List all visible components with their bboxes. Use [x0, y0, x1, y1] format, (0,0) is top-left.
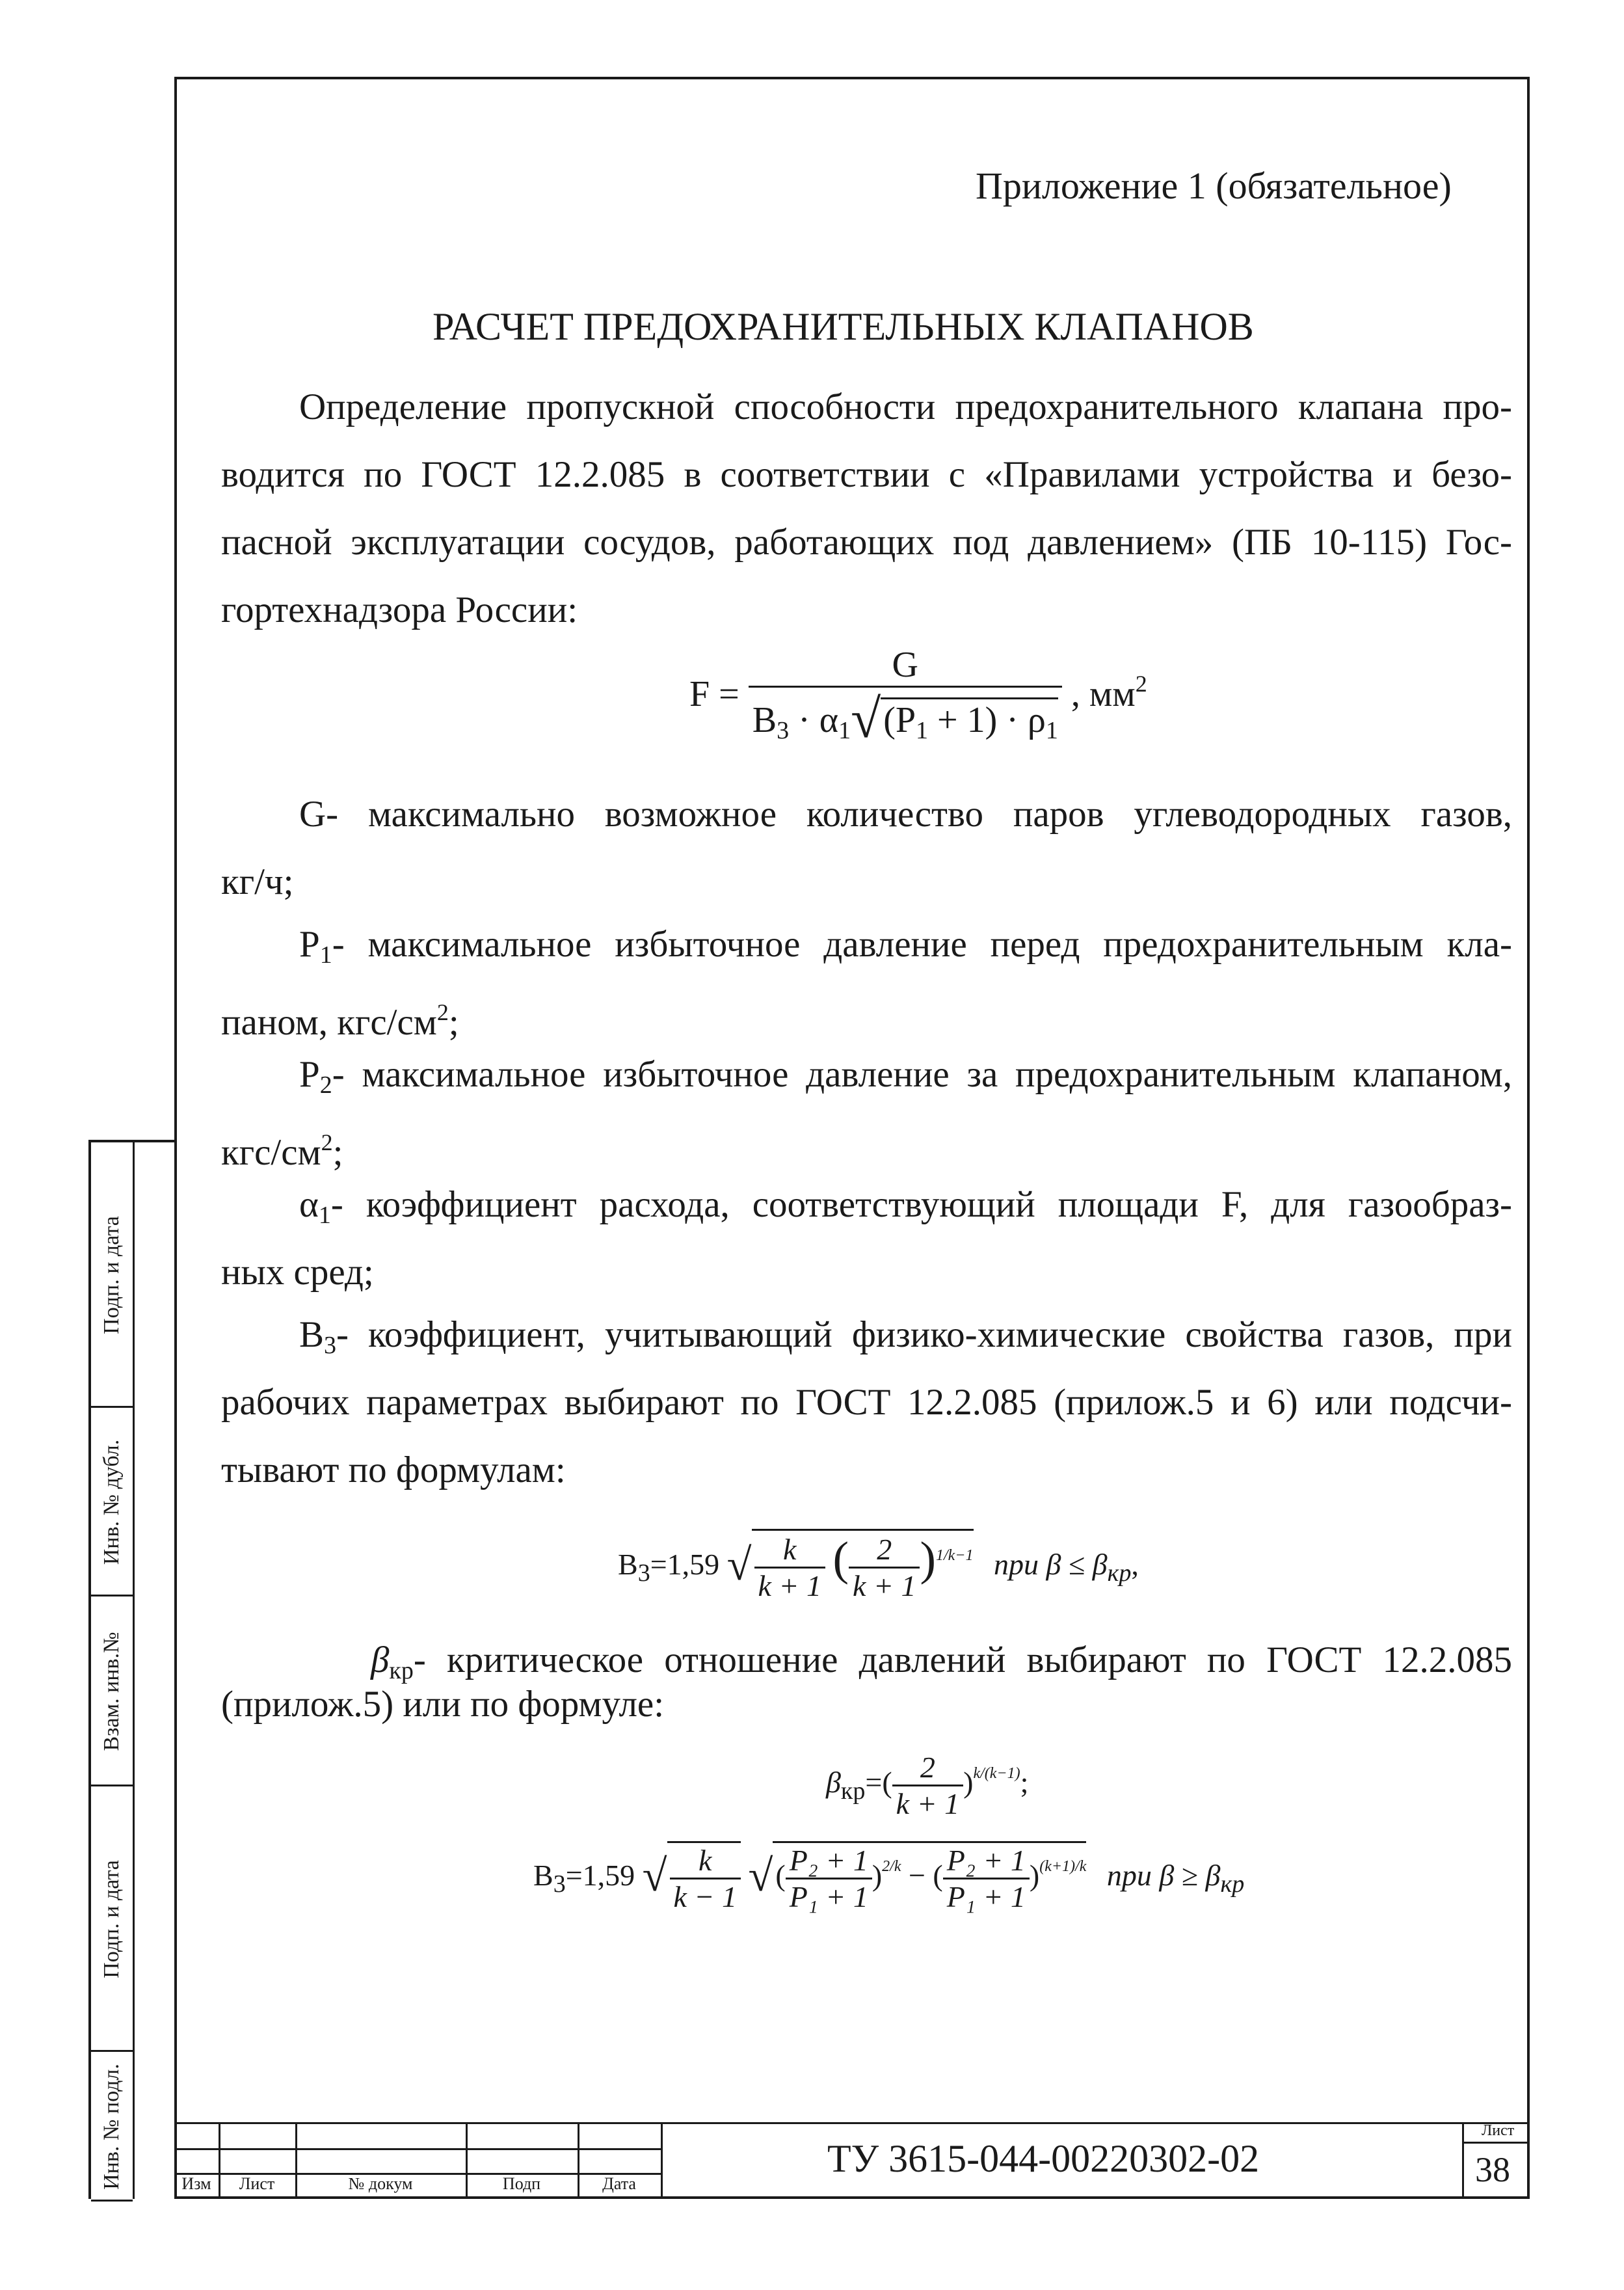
- page-title: РАСЧЕТ ПРЕДОХРАНИТЕЛЬНЫХ КЛАПАНОВ: [433, 305, 1254, 348]
- formula-b3-subcritical: $B_3=1,59$ √ $\frac{k}{k + 1}$ ( $\frac{2}{k + 1}$ )$^{1/k-1}$ при $\beta \le \beta_{кр}$,: [618, 1529, 1139, 1603]
- sidebar-cell: [91, 1596, 133, 1786]
- tb-header: № докум: [348, 2174, 413, 2193]
- appendix-label: Приложение 1 (обязательное): [976, 165, 1452, 207]
- formula-b3-supercritical: $B_3=1,59$ √ $\frac{k}{k - 1}$ √( $\frac{\text{P₂ + 1}}{\text{P₁ + 1}}$ )$^{2/k}$ − ( $\frac{\text{P₂ + 1}}{\text{P₁ + 1}}$ )$^{(k+1)/k}$ при $\beta \ge \beta_{кр}$: [533, 1841, 1244, 1914]
- tb-header: Подп: [502, 2174, 541, 2193]
- tb-header: Дата: [602, 2174, 636, 2193]
- intro-paragraph: Определение пропускной способности предохранительного клапана про- водится по ГОСТ 12.2.085 в соответствии с «Правилами устройства и безо- пасной эксплуатации сосудов, работающих под давлением» (ПБ 10-115) Гос- гортехнадзора России:: [221, 386, 1512, 630]
- sheet-label: Лист: [1482, 2122, 1515, 2139]
- sidebar-label: Взам. инв.№: [100, 1632, 124, 1751]
- sidebar-label: Подп. и дата: [100, 1860, 124, 1978]
- tb-header: Лист: [239, 2174, 275, 2193]
- def-beta-kr: $\beta_{кр}-$ критическое отношение давлений выбирают по ГОСТ 12.2.085 (прилож.5) или по формуле:: [221, 1639, 1512, 1725]
- sidebar-label: Инв. № подл.: [100, 2064, 124, 2190]
- formula-beta-kr: $\beta_{кр}=$( $\frac{2}{k + 1}$ )$^{k/(k-1)}$;: [826, 1751, 1029, 1820]
- def-b3: $B_3-$ коэффициент, учитывающий физико-химические свойства газов, при рабочих параметрах выбирают по ГОСТ 12.2.085 (прилож.5 и 6) или подсчи- тывают по формулам:: [221, 1314, 1512, 1490]
- sidebar-cell: [91, 1408, 133, 1596]
- sidebar-label: Подп. и дата: [100, 1216, 124, 1334]
- def-alpha1: $\alpha_1-$ коэффициент расхода, соответствующий площади F, для газообраз- ных сред;: [221, 1184, 1512, 1293]
- def-g: G- максимально возможное количество паров углеводородных газов, кг/ч;: [221, 794, 1512, 902]
- formula-f: F = $\frac{G}{B_3 \cdot \alpha_1√(P_1 + 1) \cdot \rho_1}$ , $мм^2$: [689, 645, 1147, 749]
- sidebar-label: Инв. № дубл.: [100, 1439, 124, 1565]
- sidebar-cell: [91, 1786, 133, 2052]
- title-block: [174, 2122, 1530, 2199]
- def-p2: $P_2-$ максимальное избыточное давление за предохранительным клапаном, кгс/$см^2$;: [221, 1054, 1512, 1173]
- def-p1: $P_1-$ максимальное избыточное давление перед предохранительным кла- паном, кгс/$см^2$;: [221, 924, 1512, 1043]
- sidebar-cell: [91, 1142, 133, 1408]
- sheet-number: 38: [1475, 2150, 1510, 2189]
- sidebar-cell: [91, 2052, 133, 2202]
- tb-header: Изм: [181, 2174, 211, 2193]
- sidebar-stamp: [88, 1140, 174, 2199]
- doc-code: ТУ 3615-044-00220302-02: [827, 2137, 1260, 2180]
